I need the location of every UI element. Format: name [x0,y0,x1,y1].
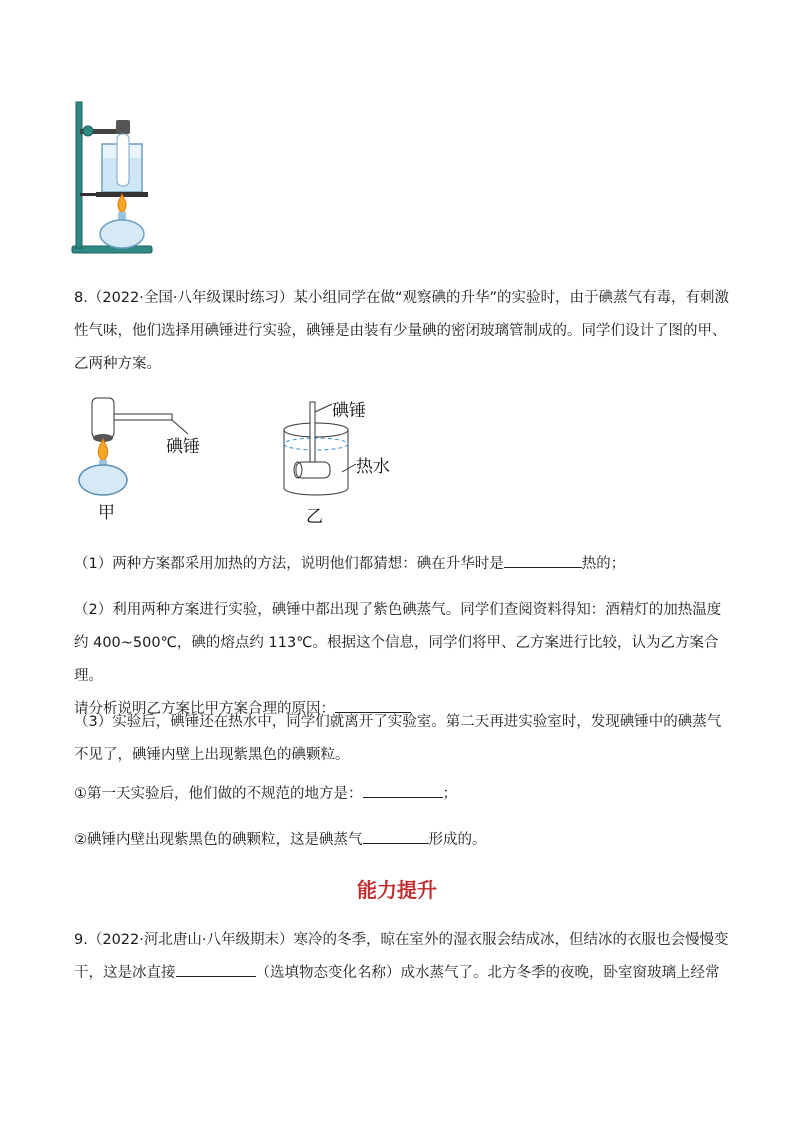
q8-sub1-text: ①第一天实验后，他们做的不规范的地方是： [74,786,363,802]
stand-rod [76,102,82,248]
q8-part3 [74,706,734,772]
alcohol-burner-jia [79,465,127,495]
alcohol-burner [100,220,144,248]
q8-intro-a: 某小组同学在做“观察碘的升华”的实验时，由于碘蒸气有毒，有刺激 [293,290,729,306]
q9-source: （2022·河北唐山·八年级期末） [87,932,294,948]
burner-neck [118,212,126,220]
setup-yi [284,401,390,527]
water-surface [284,438,348,450]
pointer-line-water [342,464,356,472]
answer-blank-5[interactable] [176,958,256,977]
section-heading: 能力提升 [357,878,437,902]
pointer-line-hammer-yi [315,404,332,412]
q8-part2-c: 请分析说明乙方案比甲方案合理的原因： [74,701,335,717]
q8-sub1 [74,778,734,811]
clamp-knob [83,126,93,136]
q8-sub2-tail: 形成的。 [428,832,487,848]
q9-line-b2: （选填物态变化名称）成水蒸气了。北方冬季的夜晚，卧室窗玻璃上经常 [255,965,720,981]
q8-part1 [74,548,734,581]
q9-number: 9. [74,932,88,948]
answer-blank-3[interactable] [363,779,443,798]
label-hot-water: 热水 [356,457,390,477]
label-jia: 甲 [98,503,115,523]
iodine-hammer-handle [114,414,172,420]
q8-intro-b: 性气味，他们选择用碘锤进行实验，碘锤是由装有少量碘的密闭玻璃管制成的。同学们设计了图的甲、 [74,323,727,339]
experiment-figure-jia-yi [70,392,420,528]
q9 [74,924,734,990]
beaker-top [284,423,348,437]
setup-jia [79,398,200,523]
label-iodine-hammer-jia: 碘锤 [166,437,200,457]
q8-part3-a: （3）实验后，碘锤还在热水中，同学们就离开了实验室。第二天再进实验室时，发现碘锤中的碘蒸气 [74,714,722,730]
q8-part2-b: 约 400~500℃，碘的熔点约 113℃。根据这个信息，同学们将甲、乙方案进行比较，认为乙方案合理。 [74,635,719,684]
label-yi: 乙 [306,507,323,527]
iodine-hammer-vertical [92,398,114,438]
q8-source: （2022·全国·八年级课时练习） [87,290,294,306]
q8-part1-tail: 热的； [581,556,626,572]
q8-intro-c: 乙两种方案。 [74,356,161,372]
q8-part2-a: （2）利用两种方案进行实验，碘锤中都出现了紫色碘蒸气。同学们查阅资料得知：酒精灯的加热温度 [74,602,722,618]
q8-part3-b: 不见了，碘锤内壁上出现紫黑色的碘颗粒。 [74,747,350,763]
q8-sub1-tail: ； [442,786,457,802]
q8-sub2-text: ②碘锤内壁出现紫黑色的碘颗粒，这是碘蒸气 [74,832,363,848]
iodine-tube-cap [116,120,130,134]
q8-intro [74,282,734,381]
label-iodine-hammer-yi: 碘锤 [332,401,366,421]
apparatus-figure-stand [66,96,156,258]
ring-arm [80,193,98,196]
beaker-bottom [284,488,348,495]
iodine-hammer-stem [310,402,315,464]
pointer-line-jia [172,420,188,434]
answer-blank-1[interactable] [504,549,582,568]
flame-jia [98,439,108,462]
iodine-tube [117,134,129,186]
q8-number: 8. [74,290,88,306]
q8-sub2 [74,824,734,857]
q9-line-b1: 干，这是冰直接 [74,965,176,981]
q8-part1-text: （1）两种方案都采用加热的方法，说明他们都猜想：碘在升华时是 [74,556,504,572]
answer-blank-4[interactable] [363,825,429,844]
q9-line-a: 寒冷的冬季，晾在室外的湿衣服会结成冰，但结冰的衣服也会慢慢变 [293,932,729,948]
